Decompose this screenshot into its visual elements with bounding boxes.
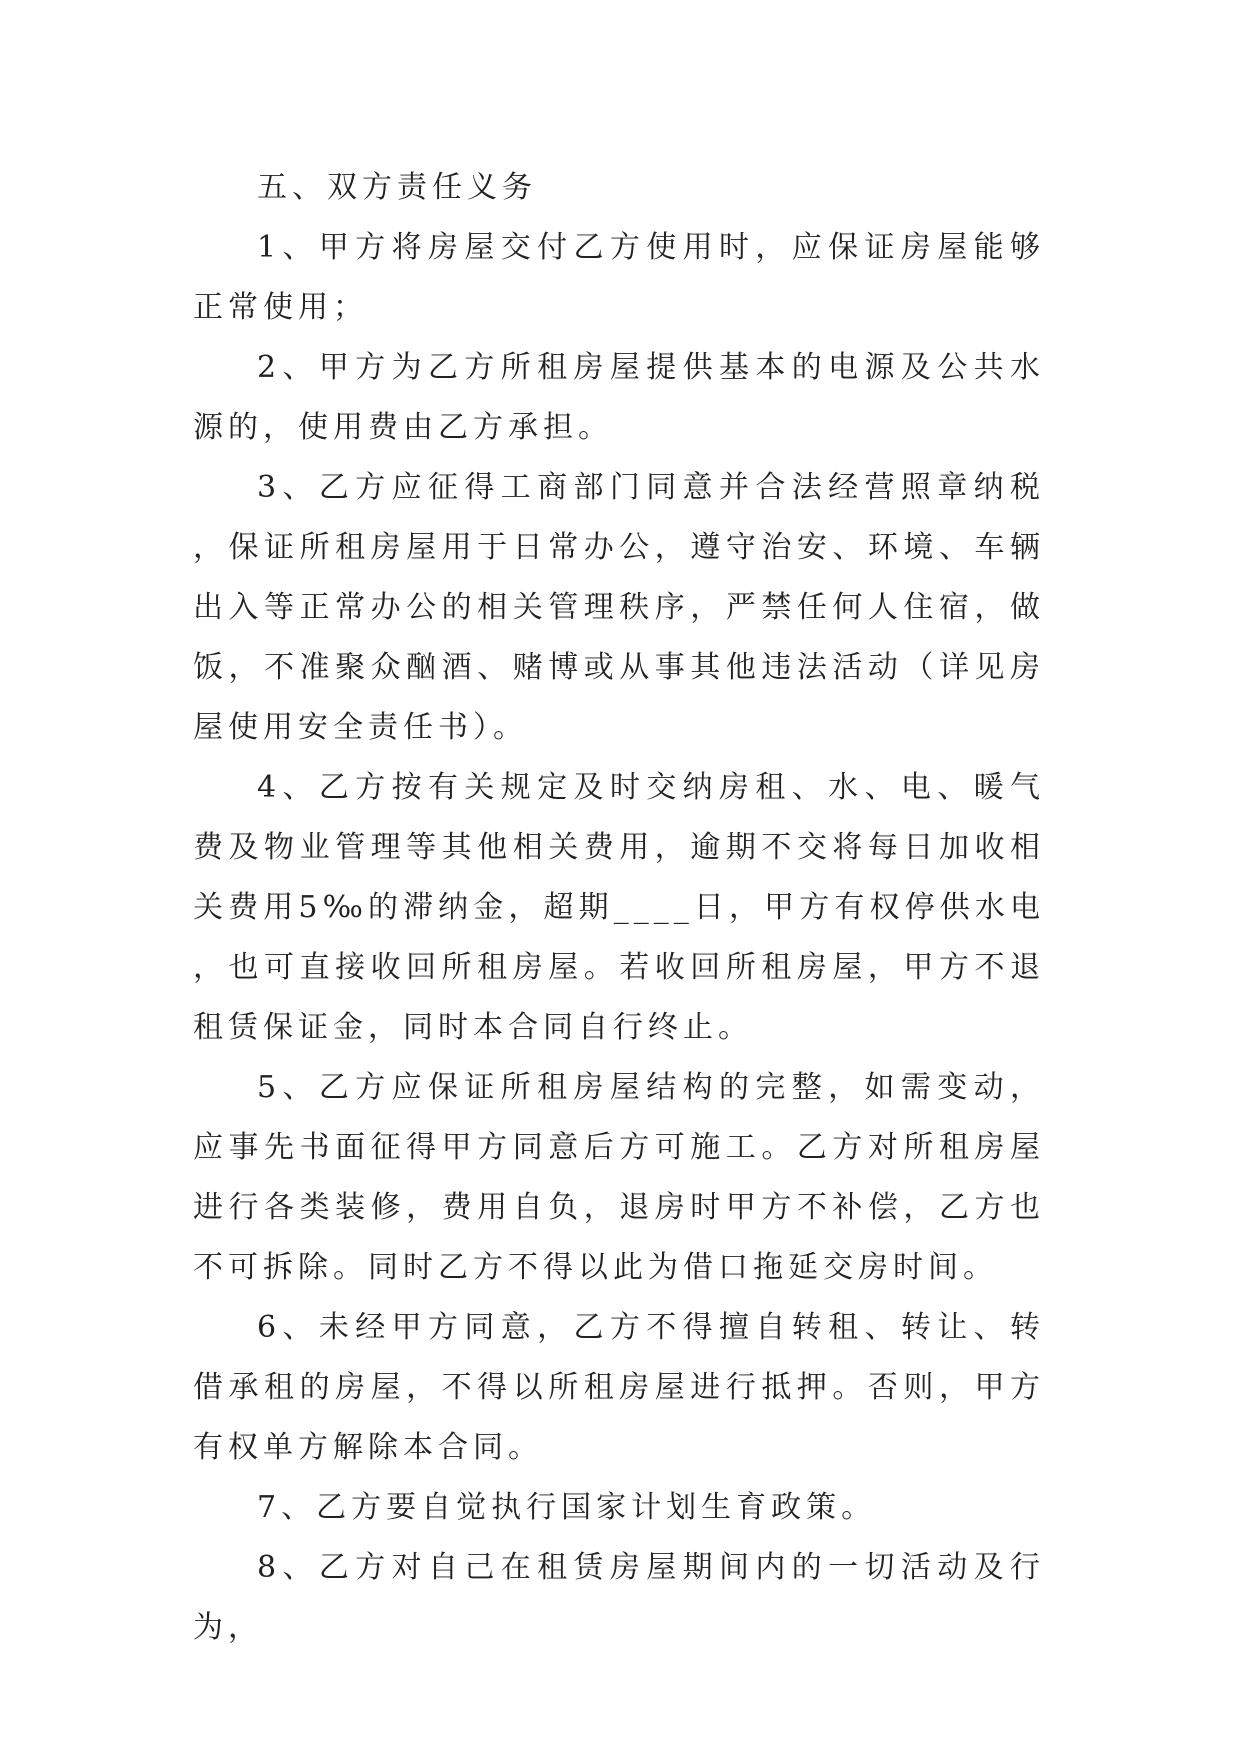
clause-5: 5、乙方应保证所租房屋结构的完整，如需变动，应事先书面征得甲方同意后方可施工。乙方对所租房屋进行各类装修，费用自负，退房时甲方不补偿，乙方也不可拆除。同时乙方不得以此为借口拖延交房时间。 xyxy=(193,1070,1045,1285)
document-body xyxy=(193,158,1045,1658)
clause-4: 4、乙方按有关规定及时交纳房租、水、电、暖气费及物业管理等其他相关费用，逾期不交将每日加收相关费用5‰的滞纳金，超期____日，甲方有权停供水电，也可直接收回所租房屋。若收回所租房屋，甲方不退租赁保证金，同时本合同自行终止。 xyxy=(193,770,1045,1045)
clause-2: 2、甲方为乙方所租房屋提供基本的电源及公共水源的，使用费由乙方承担。 xyxy=(193,350,1045,445)
clause-7: 7、乙方要自觉执行国家计划生育政策。 xyxy=(257,1490,877,1525)
clause-1: 1、甲方将房屋交付乙方使用时，应保证房屋能够正常使用； xyxy=(193,230,1045,325)
clause-6: 6、未经甲方同意，乙方不得擅自转租、转让、转借承租的房屋，不得以所租房屋进行抵押。否则，甲方有权单方解除本合同。 xyxy=(193,1310,1045,1465)
section-heading: 五、双方责任义务 xyxy=(257,170,537,205)
clause-8: 8、乙方对自己在租赁房屋期间内的一切活动及行为， xyxy=(193,1550,1045,1645)
clause-3: 3、乙方应征得工商部门同意并合法经营照章纳税，保证所租房屋用于日常办公，遵守治安、环境、车辆出入等正常办公的相关管理秩序，严禁任何人住宿，做饭，不准聚众酗酒、赌博或从事其他违法活动（详见房屋使用安全责任书）。 xyxy=(193,470,1045,745)
